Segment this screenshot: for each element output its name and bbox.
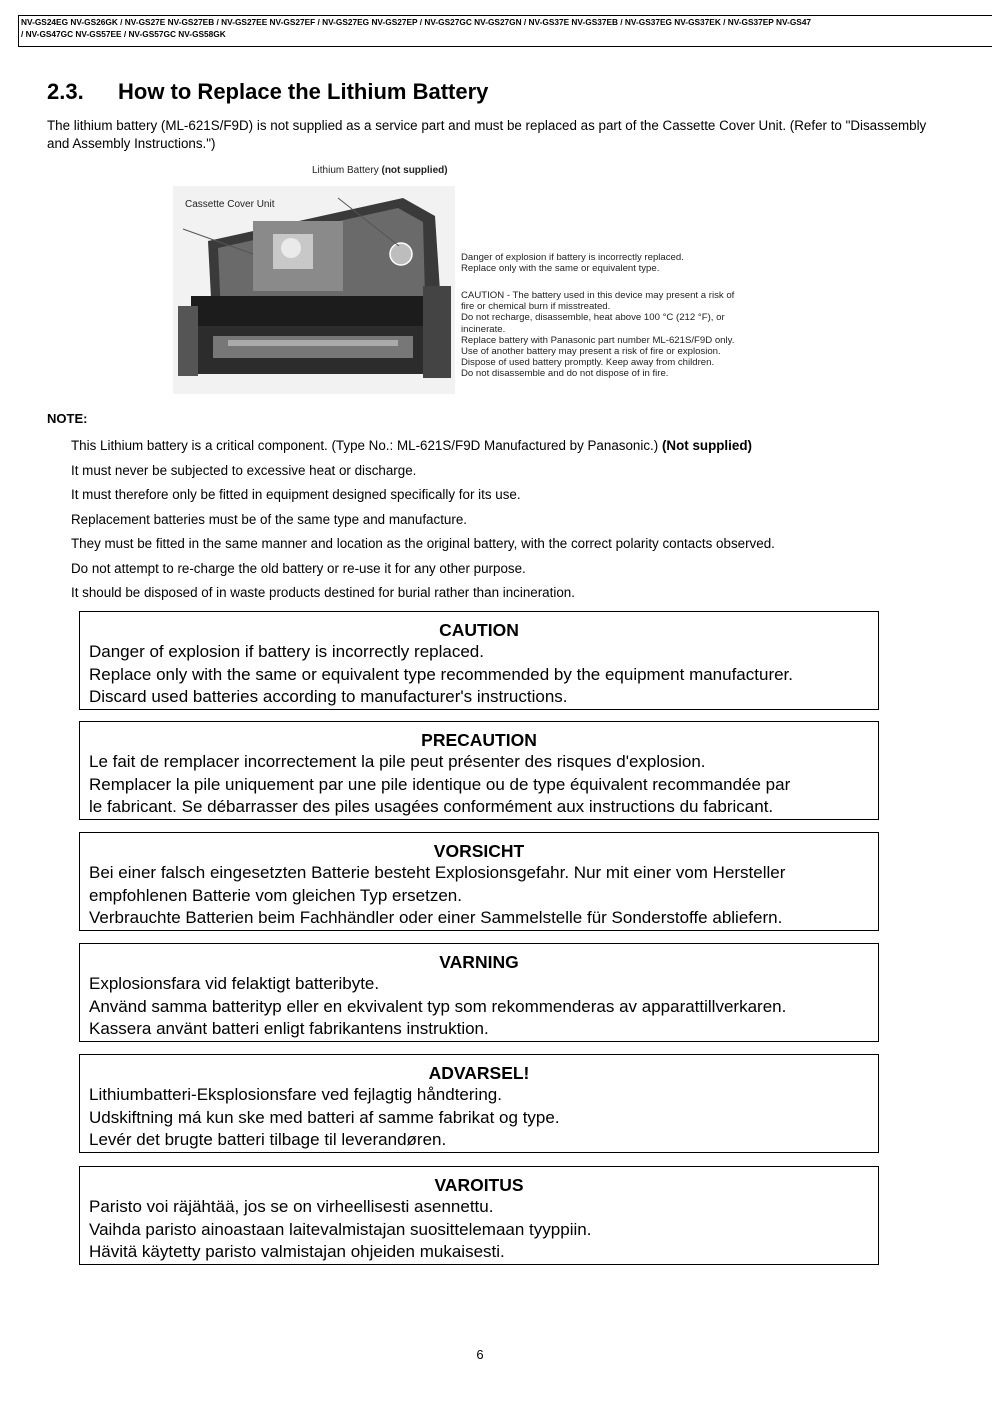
warning-line: Explosionsfara vid felaktigt batteribyte. [89,974,380,993]
warning-line: Le fait de remplacer incorrectement la pile peut présenter des risques d'explosion. [89,752,706,771]
caution-line: CAUTION - The battery used in this device may present a risk of [461,290,735,301]
section-title-text: How to Replace the Lithium Battery [118,79,489,104]
note-item: They must be fitted in the same manner and location as the original battery, with the correct polarity contacts observed. [71,536,775,551]
warning-box-varning [79,943,879,1042]
model-header [18,15,992,47]
warning-line: Danger of explosion if battery is incorrectly replaced. [89,642,484,661]
model-list-line-1: NV-GS24EG NV-GS26GK / NV-GS27E NV-GS27EB / NV-GS27EE NV-GS27EF / NV-GS27EG NV-GS27EP / NV-GS27GC NV-GS27GN / NV-GS37E NV-GS37EB / NV-GS37EG NV-GS37EK / NV-GS37EP NV-GS47 [21,17,812,27]
warning-title: VAROITUS [434,1175,524,1195]
warning-line: Lithiumbatteri-Eksplosionsfare ved fejlagtig håndtering. [89,1085,502,1104]
warning-title: VARNING [439,952,519,972]
warning-line: Remplacer la pile uniquement par une pile identique ou de type équivalent recommandée par [89,774,791,794]
note-heading: NOTE: [47,411,88,426]
cassette-cover-label: Cassette Cover Unit [185,199,275,210]
warning-line: Verbrauchte Batterien beim Fachhändler oder einer Sammelstelle für Sonderstoffe abliefern. [89,908,783,927]
warning-line: Paristo voi räjähtää, jos se on virheellisesti asennettu. [89,1197,494,1216]
caution-line: Replace battery with Panasonic part number ML-621S/F9D only. [461,334,735,346]
caution-line: Do not disassemble and do not dispose of in fire. [461,368,669,380]
cassette-unit-photo [173,186,455,394]
warning-box-advarsel [79,1054,879,1153]
note-item: It must never be subjected to excessive heat or discharge. [71,462,417,478]
warning-title: CAUTION [439,620,519,640]
note-item: It must therefore only be fitted in equipment designed specifically for its use. [71,487,521,502]
warning-box-caution [79,611,879,710]
section-title [47,79,488,105]
warning-line: Udskiftning má kun ske med batteri af samme fabrikat og type. [89,1107,560,1127]
model-list-line-2: / NV-GS47GC NV-GS57EE / NV-GS57GC NV-GS58GK [21,29,226,39]
warning-line: Kassera använt batteri enligt fabrikantens instruktion. [89,1019,489,1038]
warning-title: VORSICHT [433,841,525,861]
intro-paragraph: The lithium battery (ML-621S/F9D) is not supplied as a service part and must be replaced as part of the Cassette Cover Unit. (Refer to "Disassembly and Assembly Instructions.") [47,118,927,151]
note-item [71,434,931,459]
note-item-bold: (Not supplied) [661,438,752,453]
warning-box-precaution [79,721,879,820]
note-item: Replacement batteries must be of the same type and manufacture. [71,511,467,527]
warning-line: Bei einer falsch eingesetzten Batterie besteht Explosionsgefahr. Nur mit einer vom Hersteller [89,863,786,882]
warning-title: ADVARSEL! [428,1063,530,1083]
danger-line: Replace only with the same or equivalent type. [461,263,660,275]
warning-line: le fabricant. Se débarrasser des piles usagées conformément aux instructions du fabricant. [89,797,774,816]
caution-line: fire or chemical burn if misstreated. [461,301,611,313]
note-item: It should be disposed of in waste products destined for burial rather than incineration. [71,585,575,600]
warning-line: Discard used batteries according to manufacturer's instructions. [89,687,568,706]
danger-lines [461,252,684,274]
battery-label [312,165,448,176]
battery-figure [173,163,793,395]
note-item-text: This Lithium battery is a critical component. (Type No.: ML-621S/F9D Manufactured by Panasonic.) [71,438,659,453]
warning-line: Replace only with the same or equivalent type recommended by the equipment manufacturer. [89,664,794,684]
battery-label-text: Lithium Battery [312,165,379,176]
note-list [71,434,931,606]
caution-line: incinerate. [461,323,506,335]
warning-line: Levér det brugte batteri tilbage til leverandøren. [89,1130,447,1149]
warning-line: Hävitä käytetty paristo valmistajan ohjeiden mukaisesti. [89,1242,505,1261]
warning-box-vorsicht [79,832,879,931]
note-item: Do not attempt to re-charge the old battery or re-use it for any other purpose. [71,560,526,576]
warning-line: empfohlenen Batterie vom gleichen Typ ersetzen. [89,885,462,905]
caution-line: Do not recharge, disassemble, heat above 100 °C (212 °F), or [461,312,725,324]
section-number: 2.3. [47,79,84,104]
caution-line: Use of another battery may present a risk of fire or explosion. [461,346,721,358]
battery-label-bold: (not supplied) [381,165,448,176]
warning-line: Använd samma batterityp eller en ekvivalent typ som rekommenderas av apparattillverkaren. [89,996,787,1016]
warning-box-varoitus [79,1166,879,1265]
warning-title: PRECAUTION [421,730,537,750]
danger-line: Danger of explosion if battery is incorrectly replaced. [461,252,684,263]
page-number: 6 [476,1347,484,1362]
warning-line: Vaihda paristo ainoastaan laitevalmistajan suosittelemaan tyyppiin. [89,1219,592,1239]
caution-lines [461,290,734,380]
caution-line: Dispose of used battery promptly. Keep away from children. [461,357,715,369]
